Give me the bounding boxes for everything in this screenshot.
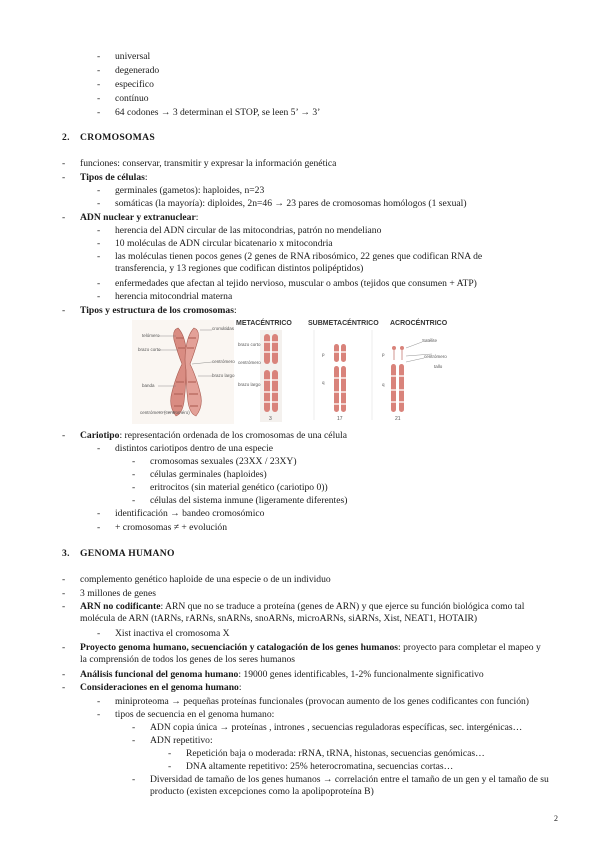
list-bullet: -: [132, 774, 136, 785]
list-bullet: -: [97, 79, 101, 90]
list-item: contínuo: [115, 93, 149, 104]
list-bullet: -: [132, 456, 136, 467]
list-bullet: -: [132, 495, 136, 506]
figure-small-label: centrómero: [424, 354, 447, 359]
list-bullet: -: [62, 158, 66, 169]
figure-label-submetacentric: SUBMETACÉNTRICO: [308, 320, 379, 327]
list-bullet: -: [97, 278, 101, 289]
list-bullet: -: [62, 172, 66, 183]
list-bullet: -: [62, 642, 66, 653]
figure-small-label: cromátidas: [212, 326, 235, 331]
list-bullet: -: [62, 212, 66, 223]
chromosome-number: 17: [337, 416, 343, 422]
list-item: Xist inactiva el cromosoma X: [115, 628, 230, 639]
list-bullet: -: [62, 588, 66, 599]
list-item: universal: [115, 51, 151, 62]
list-item: células germinales (haploides): [150, 469, 267, 480]
term: Tipos de células: [80, 172, 145, 183]
list-bullet: -: [97, 238, 101, 249]
list-bullet: -: [97, 443, 101, 454]
list-bullet: -: [62, 601, 66, 612]
list-item: [80, 212, 198, 224]
term: Consideraciones en el genoma humano: [80, 682, 239, 693]
list-bullet: -: [62, 682, 66, 693]
figure-small-label: brazo corto: [238, 342, 261, 347]
figure-small-label: banda: [142, 383, 155, 388]
list-bullet: -: [97, 508, 101, 519]
page-number: 2: [554, 814, 558, 823]
list-item: 3 millones de genes: [80, 588, 156, 599]
list-bullet: -: [97, 709, 101, 720]
chromosome-figure: [132, 320, 500, 424]
list-item: ADN copia única → proteínas , intrones , secuencias reguladoras específicas, sec. intergénicas…: [150, 722, 523, 733]
list-bullet: -: [97, 51, 101, 62]
list-item: germinales (gametos): haploides, n=23: [115, 185, 265, 196]
list-item: Repetición baja o moderada: rRNA, tRNA, histonas, secuencias genómicas…: [186, 748, 485, 759]
list-bullet: -: [97, 225, 101, 236]
list-item: 10 moléculas de ADN circular bicatenario x mitocondria: [115, 238, 333, 249]
colon: :: [233, 305, 237, 316]
figure-small-label: telómero: [142, 333, 160, 338]
list-bullet: -: [132, 482, 136, 493]
term: Tipos y estructura de los cromosomas: [80, 305, 234, 316]
list-bullet: -: [168, 761, 172, 772]
figure-small-label: p: [322, 352, 325, 357]
figure-small-label: centrómero: [212, 359, 235, 364]
figure-small-label: q: [382, 382, 385, 387]
list-bullet: -: [62, 430, 66, 441]
panel-background: [260, 330, 282, 422]
list-item: [80, 305, 237, 317]
list-bullet: -: [132, 735, 136, 746]
list-item: somáticas (la mayoría): diploides, 2n=46 → 23 pares de cromosomas homólogos (1 sexual): [115, 198, 467, 209]
figure-small-label: Satélite: [422, 338, 438, 343]
list-item: funciones: conservar, transmitir y expresar la información genética: [80, 158, 337, 169]
section-number: 2.: [62, 132, 70, 143]
figure-small-label: brazo largo: [212, 373, 235, 378]
list-bullet: -: [168, 748, 172, 759]
list-bullet: -: [62, 574, 66, 585]
chromosome-number: 3: [269, 416, 272, 422]
list-item: 64 codones → 3 determinan el STOP, se leen 5’ → 3’: [115, 107, 321, 118]
figure-small-label: centrómero (centroméro): [140, 410, 190, 415]
list-item: [80, 682, 242, 694]
list-item: ADN repetitivo:: [150, 735, 213, 746]
list-bullet: -: [62, 669, 66, 680]
list-bullet: -: [132, 722, 136, 733]
term: Proyecto genoma humano, secuenciación y catalogación de los genes humanos: [80, 642, 399, 653]
list-item: DNA altamente repetitivo: 25% heterocromatina, secuencias cortas…: [186, 761, 454, 772]
section-title: CROMOSOMAS: [80, 132, 155, 143]
figure-label-acrocentric: ACROCÉNTRICO: [390, 320, 448, 327]
list-item: [80, 669, 484, 681]
list-item: [80, 642, 550, 666]
list-item: [80, 172, 148, 184]
section-number: 3.: [62, 548, 70, 559]
acrocentric-chromosome: [391, 342, 432, 412]
term: ADN nuclear y extranuclear: [80, 212, 196, 223]
list-item: [80, 430, 347, 442]
colon: :: [144, 172, 148, 183]
list-bullet: -: [97, 198, 101, 209]
list-item: las moléculas tienen pocos genes (2 genes de RNA ribosómico, 22 genes que codifican RNA de transferencia, y 13 regiones que codifican distintos polipéptidos): [115, 251, 483, 274]
figure-small-label: tallo: [434, 364, 443, 369]
list-item: herencia del ADN circular de las mitocondrias, patrón no mendeliano: [115, 225, 382, 236]
list-item: Diversidad de tamaño de los genes humanos → correlación entre el tamaño de un gen y el tamaño de su producto (existen excepciones como la apolipoproteína B): [150, 774, 549, 797]
list-bullet: -: [97, 696, 101, 707]
chromosome-number: 21: [395, 416, 401, 422]
list-item: enfermedades que afectan al tejido nervioso, muscular o ambos (tejidos que consumen + ATP): [115, 278, 477, 289]
list-bullet: -: [97, 291, 101, 302]
term: Análisis funcional del genoma humano: [80, 669, 239, 680]
colon: :: [238, 682, 242, 693]
colon: :: [195, 212, 199, 223]
list-bullet: -: [97, 628, 101, 639]
figure-label-metacentric: METACÉNTRICO: [236, 320, 292, 327]
list-item: identificación → bandeo cromosómico: [115, 508, 265, 519]
list-bullet: -: [97, 522, 101, 533]
definition: : proyecto para completar el mapeo y la comprensión de todos los genes de los seres humanos: [80, 642, 541, 665]
list-item: células del sistema inmune (ligeramente diferentes): [150, 495, 348, 506]
figure-small-label: p: [382, 352, 385, 357]
list-item: miniproteoma → pequeñas proteínas funcionales (provocan aumento de los genes codificantes con función): [115, 696, 529, 707]
term: ARN no codificante: [80, 601, 161, 612]
figure-small-label: q: [322, 380, 325, 385]
figure-small-label: brazo corto: [138, 347, 161, 352]
definition: : ARN que no se traduce a proteína (genes de ARN) y que ejerce su función biológica como tal molécula de ARN (tARNs, rARNs, snARNs, snoARNs, microARNs, siARNs, Xist, NEAT1, HOTAIR): [80, 601, 525, 624]
term: Cariotipo: [80, 430, 120, 441]
list-item: [80, 601, 550, 625]
list-item: herencia mitocondrial materna: [115, 291, 233, 302]
list-bullet: -: [62, 305, 66, 316]
list-bullet: -: [97, 251, 101, 262]
list-bullet: -: [97, 185, 101, 196]
submetacentric-chromosome: [334, 344, 346, 412]
list-item: cromosomas sexuales (23XX / 23XY): [150, 456, 297, 467]
list-item: tipos de secuencia en el genoma humano:: [115, 709, 275, 720]
list-item: especifico: [115, 79, 154, 90]
list-item: degenerado: [115, 65, 160, 76]
definition: : 19000 genes identificables, 1-2% funcionalmente significativo: [238, 669, 484, 680]
definition: : representación ordenada de los cromosomas de una célula: [119, 430, 347, 441]
list-item: + cromosomas ≠ + evolución: [115, 522, 228, 533]
list-bullet: -: [97, 93, 101, 104]
list-bullet: -: [97, 65, 101, 76]
list-item: eritrocitos (sin material genético (cariotipo 0)): [150, 482, 328, 493]
list-bullet: -: [97, 107, 101, 118]
list-bullet: -: [132, 469, 136, 480]
list-item: complemento genético haploide de una especie o de un individuo: [80, 574, 331, 585]
figure-small-label: brazo largo: [238, 382, 261, 387]
list-item: distintos cariotipos dentro de una especie: [115, 443, 273, 454]
figure-small-label: centrómero: [238, 360, 261, 365]
chromosome-diagram: [132, 320, 500, 424]
section-title: GENOMA HUMANO: [80, 548, 175, 559]
